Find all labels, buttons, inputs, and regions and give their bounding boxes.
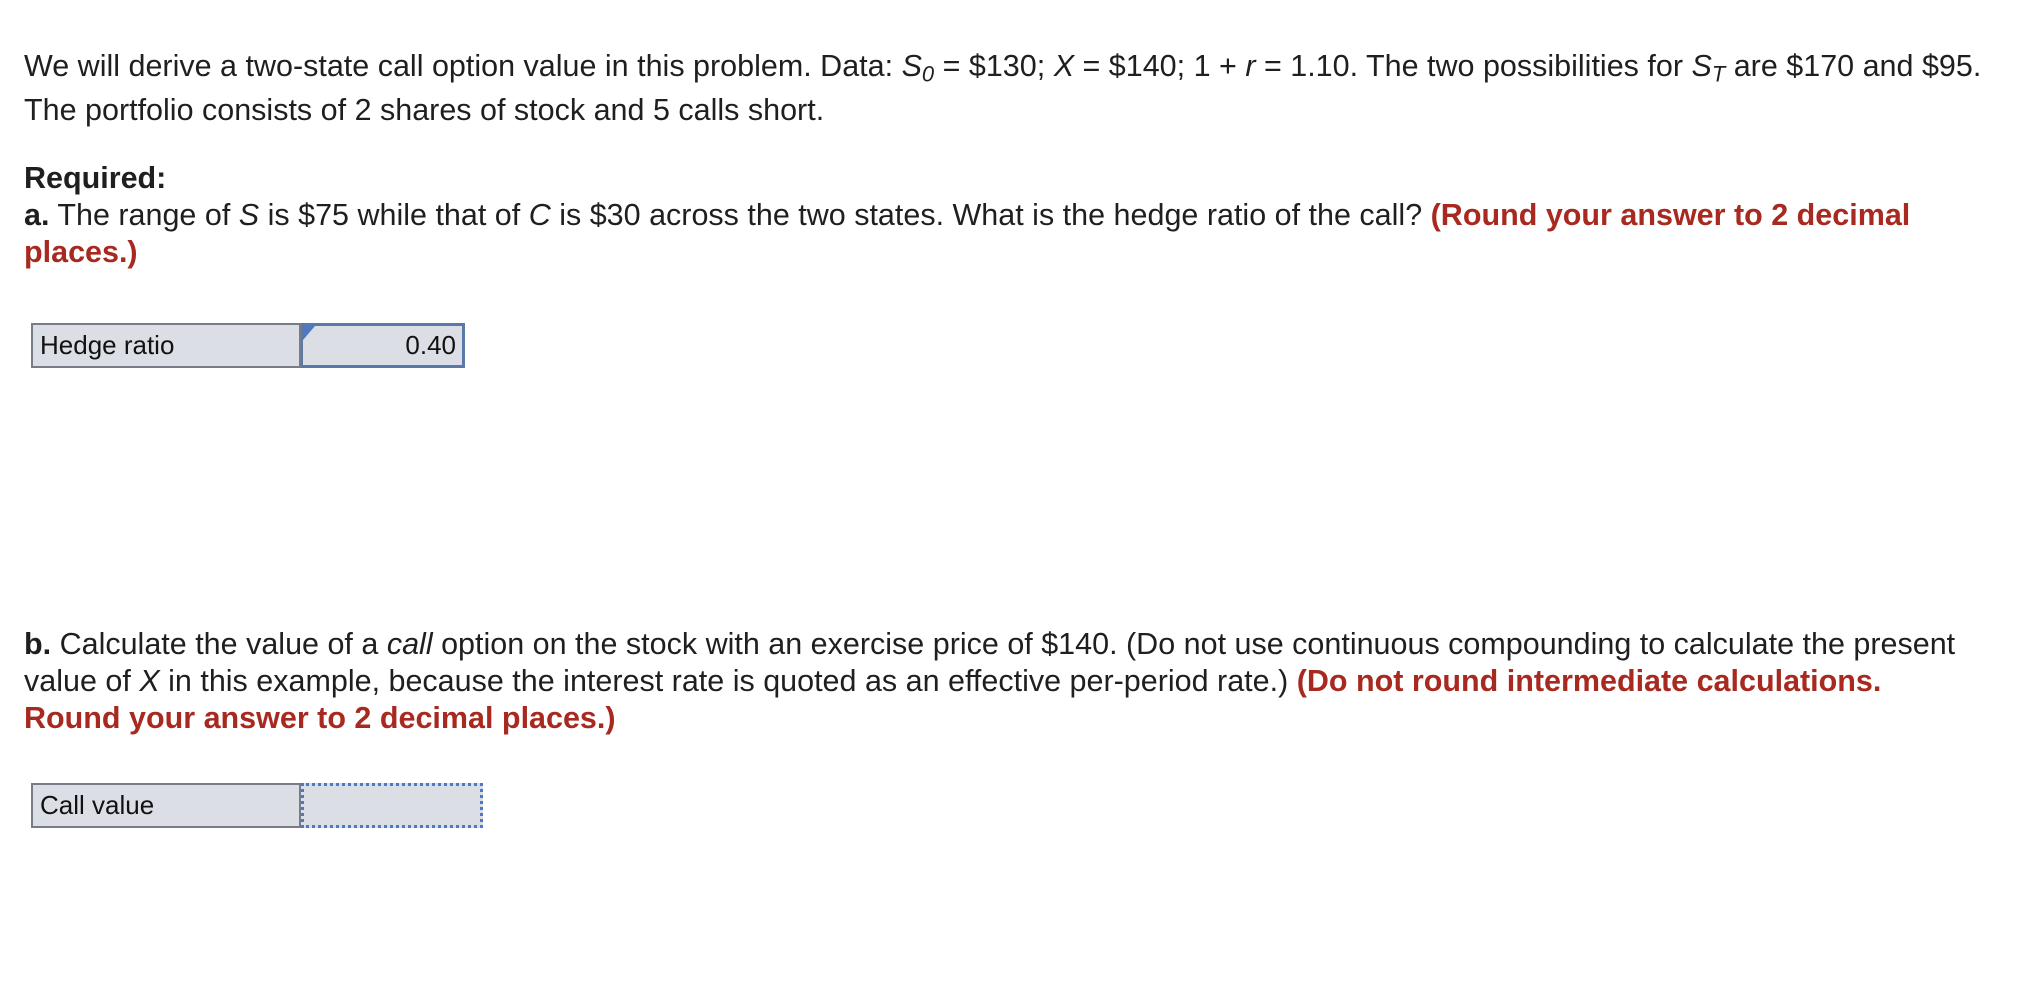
part-a-text-1: The range of: [49, 198, 239, 232]
required-section: [24, 160, 1984, 271]
intro-text-1: We will derive a two-state call option value in this problem. Data:: [24, 49, 902, 83]
hedge-ratio-value: 0.40: [405, 330, 456, 360]
intro-text-2: = $130;: [934, 49, 1054, 83]
part-a-instruction: (Round your answer to 2 decimal places.): [24, 198, 1911, 269]
call-value-label: Call value: [31, 783, 301, 828]
cell-flag-icon: [303, 326, 315, 340]
part-a-prefix: a.: [24, 198, 50, 232]
problem-statement: [24, 48, 1984, 129]
hedge-ratio-row: [31, 323, 465, 368]
call-word: call: [386, 627, 433, 661]
part-b-prefix: b.: [24, 627, 52, 661]
s0-subscript: 0: [921, 61, 935, 87]
part-b-question: [24, 626, 1984, 737]
call-value-row: [31, 783, 483, 828]
part-b-text-1: Calculate the value of a: [51, 627, 387, 661]
st-symbol: S: [1691, 49, 1712, 83]
st-subscript: T: [1711, 61, 1726, 87]
part-a-question: [24, 197, 1984, 271]
s-symbol: S: [238, 198, 260, 232]
r-symbol: r: [1245, 49, 1256, 83]
part-a-text-3: is $30 across the two states. What is the hedge ratio of the call?: [550, 198, 1431, 232]
s0-symbol: S: [901, 49, 922, 83]
intro-text-3: = $140; 1 +: [1074, 49, 1246, 83]
part-b-text-2: option on the stock with an exercise price of $140. (Do not use continuous compounding to calculate the present value of: [24, 627, 1956, 698]
part-b-instruction: (Do not round intermediate calculations. Round your answer to 2 decimal places.): [24, 664, 1882, 735]
required-heading: Required:: [24, 161, 167, 195]
part-a-text-2: is $75 while that of: [259, 198, 529, 232]
c-symbol: C: [528, 198, 551, 232]
x-symbol-b: X: [139, 664, 160, 698]
hedge-ratio-label: Hedge ratio: [31, 323, 301, 368]
x-symbol: X: [1053, 49, 1075, 83]
intro-text-4: = 1.10. The two possibilities for: [1255, 49, 1692, 83]
call-value-input[interactable]: [301, 783, 483, 828]
part-b-text-3: in this example, because the interest rate is quoted as an effective per-period rate.): [159, 664, 1297, 698]
intro-text-5: are $170 and $95. The portfolio consists of 2 shares of stock and 5 calls short.: [24, 49, 1982, 128]
hedge-ratio-input[interactable]: [301, 323, 465, 368]
